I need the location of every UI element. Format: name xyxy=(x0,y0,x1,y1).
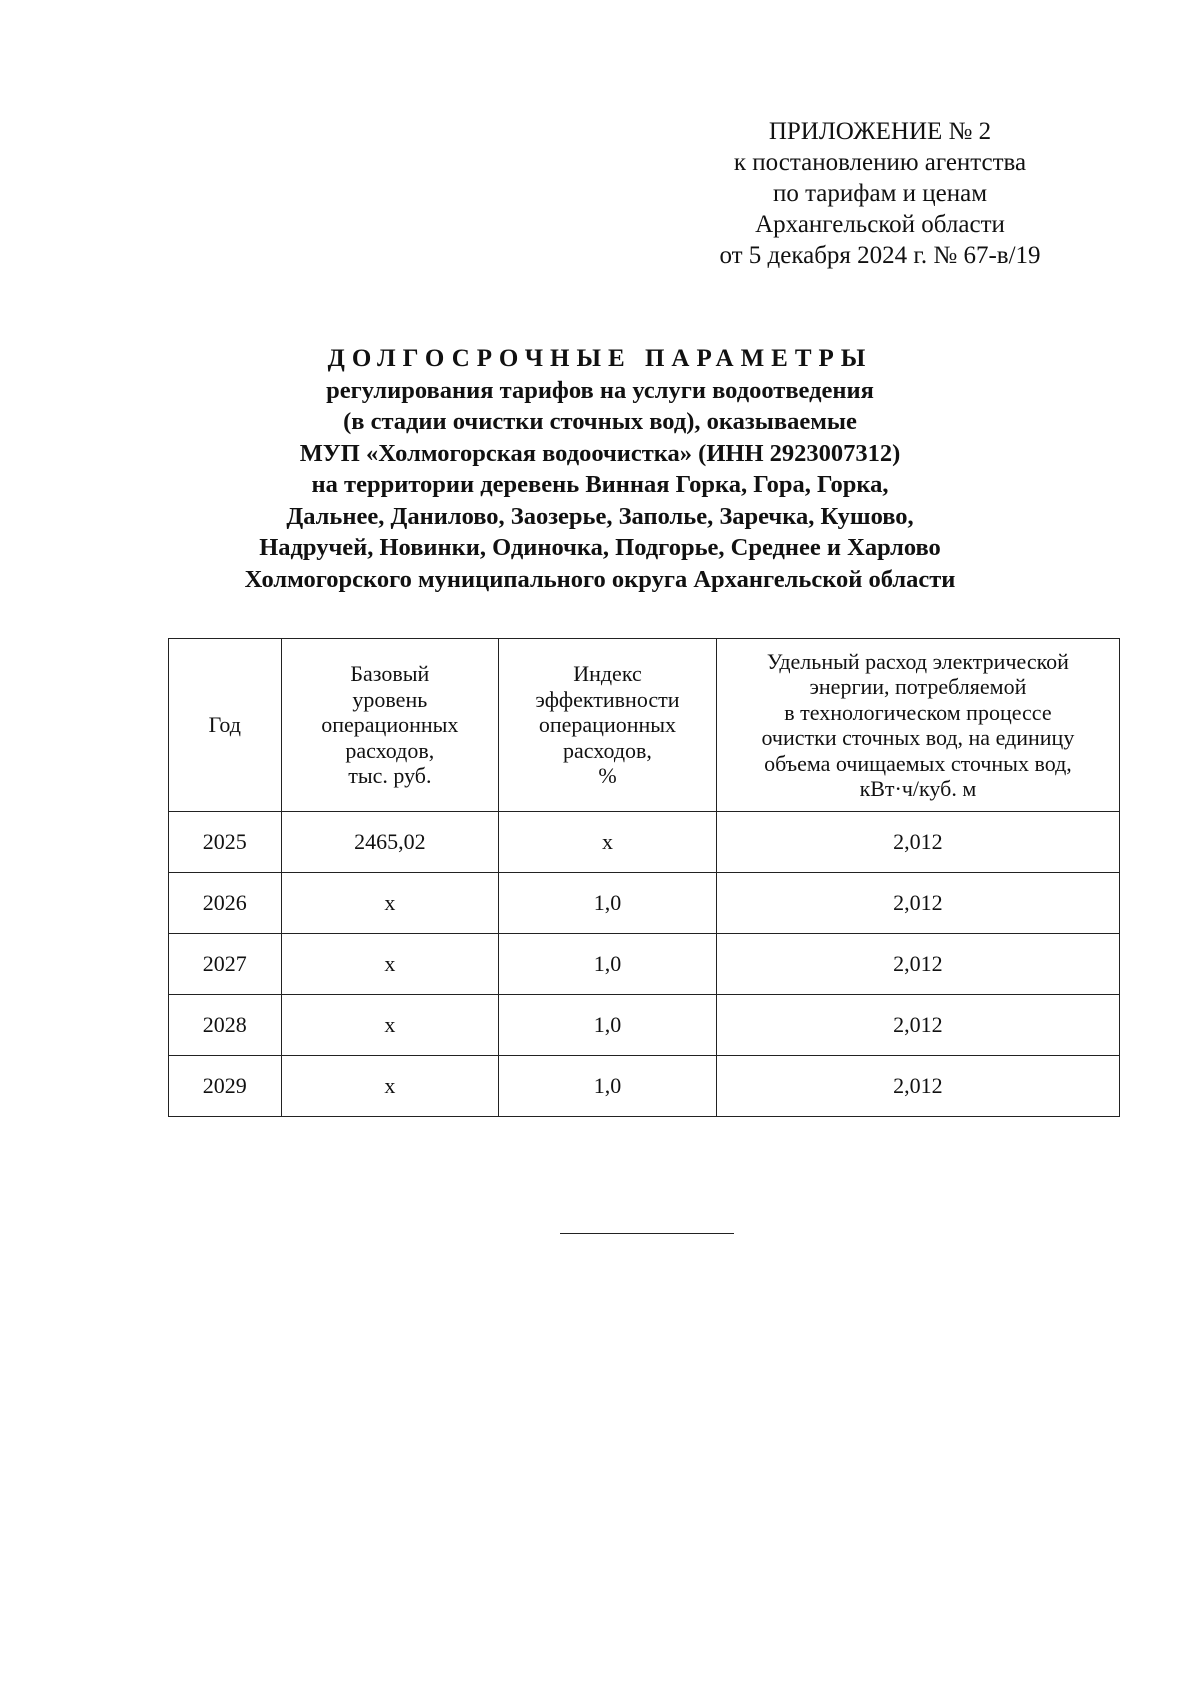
title-line: МУП «Холмогорская водоочистка» (ИНН 2923007312) xyxy=(299,439,901,467)
table-row xyxy=(169,995,1120,1056)
title-line: Дальнее, Данилово, Заозерье, Заполье, Заречка, Кушово, xyxy=(286,502,914,530)
cell-base-opex: х xyxy=(281,934,499,995)
title-line: на территории деревень Винная Горка, Гора, Горка, xyxy=(311,471,889,498)
header-line: объема очищаемых сточных вод, xyxy=(764,750,1072,776)
cell-energy: 2,012 xyxy=(716,1056,1119,1117)
header-line: кВт·ч/куб. м xyxy=(859,776,977,801)
cell-efficiency-index: 1,0 xyxy=(499,1056,717,1117)
cell-base-opex: х xyxy=(281,995,499,1056)
title-line: регулирования тарифов на услуги водоотведения xyxy=(326,376,874,404)
cell-energy: 2,012 xyxy=(716,934,1119,995)
header-line: Удельный расход электрической xyxy=(766,648,1069,674)
cell-efficiency-index: 1,0 xyxy=(499,934,717,995)
cell-efficiency-index: 1,0 xyxy=(499,995,717,1056)
attachment-line: по тарифам и ценам xyxy=(772,180,988,207)
title-line: Надручей, Новинки, Одиночка, Подгорье, Среднее и Харлово xyxy=(259,534,941,561)
cell-energy: 2,012 xyxy=(716,995,1119,1056)
header-line: Индекс xyxy=(573,661,642,687)
cell-energy: 2,012 xyxy=(716,873,1119,934)
header-line: % xyxy=(598,763,617,789)
table-row xyxy=(169,812,1120,873)
header-efficiency-index xyxy=(499,639,717,812)
table-row xyxy=(169,1056,1120,1117)
attachment-line: от 5 декабря 2024 г. № 67-в/19 xyxy=(719,242,1041,269)
header-line: Базовый xyxy=(350,661,430,687)
cell-base-opex: х xyxy=(281,1056,499,1117)
cell-year: 2026 xyxy=(169,873,282,934)
header-line: эффективности xyxy=(535,686,680,712)
header-line: Год xyxy=(208,712,241,738)
header-line: тыс. руб. xyxy=(348,763,432,789)
cell-year: 2025 xyxy=(169,812,282,873)
attachment-line: Архангельской области xyxy=(755,211,1005,238)
title-line: (в стадии очистки сточных вод), оказываемые xyxy=(343,408,857,435)
header-line: очистки сточных вод, на единицу xyxy=(761,725,1075,750)
closing-divider xyxy=(560,1233,734,1234)
attachment-line: к постановлению агентства xyxy=(733,149,1027,176)
header-energy-consumption xyxy=(716,639,1119,812)
attachment-header xyxy=(690,116,1070,271)
cell-efficiency-index: х xyxy=(499,812,717,873)
title-heading: ДОЛГОСРОЧНЫЕ ПАРАМЕТРЫ xyxy=(327,345,873,372)
cell-base-opex: х xyxy=(281,873,499,934)
parameters-table xyxy=(168,638,1120,1117)
table-row xyxy=(169,934,1120,995)
cell-base-opex: 2465,02 xyxy=(281,812,499,873)
header-line: расходов, xyxy=(345,737,435,763)
header-line: операционных xyxy=(321,712,459,738)
cell-year: 2029 xyxy=(169,1056,282,1117)
header-line: расходов, xyxy=(563,737,652,763)
attachment-line: ПРИЛОЖЕНИЕ № 2 xyxy=(768,118,992,145)
document-title xyxy=(150,343,1050,595)
cell-year: 2028 xyxy=(169,995,282,1056)
cell-energy: 2,012 xyxy=(716,812,1119,873)
header-line: энергии, потребляемой xyxy=(809,674,1027,699)
cell-year: 2027 xyxy=(169,934,282,995)
cell-efficiency-index: 1,0 xyxy=(499,873,717,934)
header-line: операционных xyxy=(538,712,677,738)
header-year xyxy=(169,639,282,812)
table-header-row xyxy=(169,639,1120,812)
table-row xyxy=(169,873,1120,934)
header-line: в технологическом процессе xyxy=(784,699,1052,725)
header-base-opex xyxy=(281,639,499,812)
header-line: уровень xyxy=(352,686,428,712)
title-line: Холмогорского муниципального округа Архангельской области xyxy=(244,565,956,593)
